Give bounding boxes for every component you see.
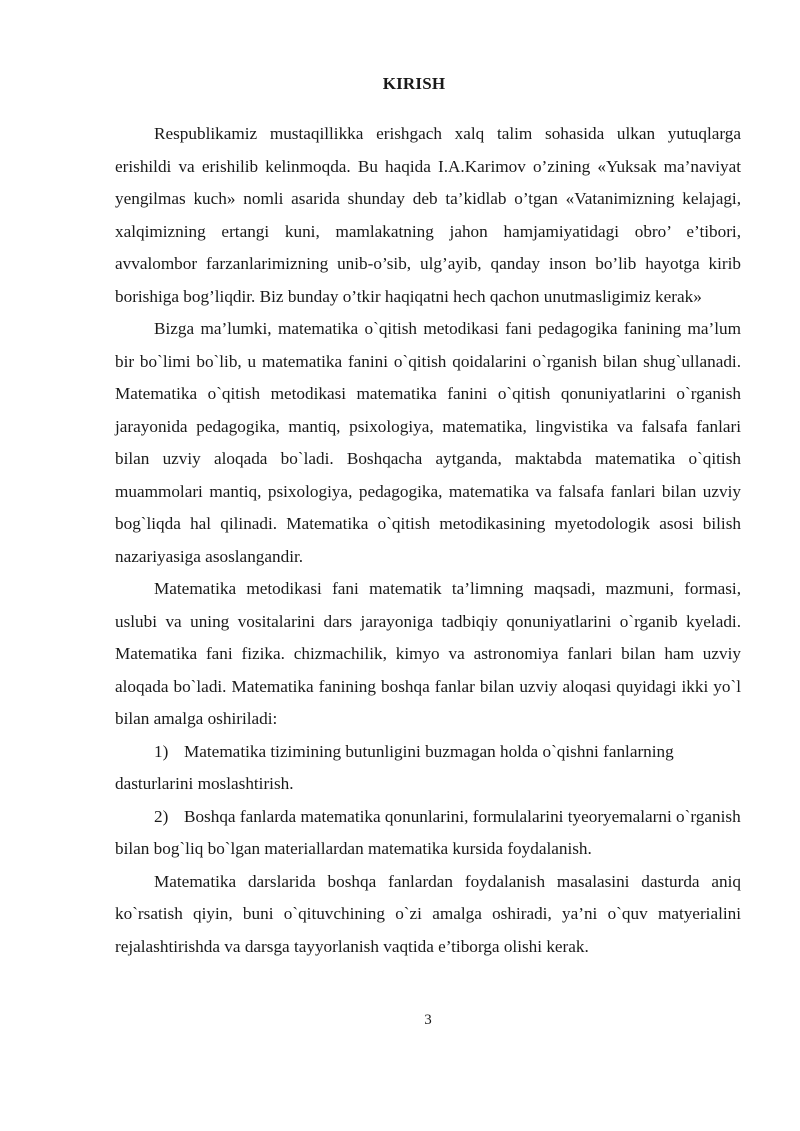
- page-number: 3: [424, 1012, 432, 1028]
- list-item-number: 1): [154, 741, 169, 761]
- list-item-text: Boshqa fanlarda matematika qonunlarini, formulalarini tyeoryemalarni o`rganish bilan bog`liq bo`lgan materiallardan matematika kursida foydalanish.: [115, 806, 741, 858]
- paragraph-intro: Respublikamiz mustaqillikka erishgach xalq talim sohasida ulkan yutuqlarga erishildi va erishilib kelinmoqda. Bu haqida I.A.Karimov o’zining «Yuksak ma’naviyat yengilmas kuch» nomli asarida shunday deb ta’kidlab o’tgan «Vatanimizning kelajagi, xalqimizning ertangi kuni, mamlakatning jahon hamjamiyatidagi obro’ e’tibori, avvalombor farzanlarimizning unib-o’sib, ulg’ayib, qanday inson bo’lib hayotga kirib borishiga bog’liqdir. Biz bunday o’tkir haqiqatni hech qachon unutmasligimiz kerak»: [115, 124, 741, 306]
- list-item: [115, 801, 741, 866]
- paragraph-methodology: Bizga ma’lumki, matematika o`qitish metodikasi fani pedagogika fanining ma’lum bir bo`limi bo`lib, u matematika fanini o`qitish qoidalarini o`rganish bilan shug`ullanadi. Matematika o`qitish metodikasi matematika fanini o`qitish qonuniyatlarini o`rganish jarayonida pedagogika, mantiq, psixologiya, matematika, lingvistika va falsafa fanlari bilan uzviy aloqada bo`ladi. Boshqacha aytganda, maktabda matematika o`qitish muammolari mantiq, psixologiya, pedagogika, matematika va falsafa fanlari bilan uzviy bog`liqda hal qilinadi. Matematika o`qitish metodikasining myetodologik asosi bilish nazariyasiga asoslangandir.: [115, 319, 741, 566]
- list-item: [115, 736, 741, 801]
- paragraph-closing: Matematika darslarida boshqa fanlardan foydalanish masalasini dasturda aniq ko`rsatish qiyin, buni o`qituvchining o`zi amalga oshiradi, ya’ni o`quv matyerialini rejalashtirishda va darsga tayyorlanish vaqtida e’tiborga olishi kerak.: [115, 871, 741, 956]
- document-body: [115, 118, 741, 963]
- paragraph-interdisciplinary: Matematika metodikasi fani matematik ta’limning maqsadi, mazmuni, formasi, uslubi va uning vositalarini dars jarayoniga tadbiqiy qonuniyatlarini o`rganib kyeladi. Matematika fani fizika. chizmachilik, kimyo va astronomiya fanlari bilan ham uzviy aloqada bo`ladi. Matematika fanining boshqa fanlar bilan uzviy aloqasi quyidagi ikki yo`l bilan amalga oshiriladi:: [115, 579, 741, 728]
- list-item-number: 2): [154, 806, 169, 826]
- page-title: KIRISH: [382, 74, 446, 93]
- list-item-text: Matematika tizimining butunligini buzmagan holda o`qishni fanlarning dasturlarini moslashtirish.: [115, 741, 674, 793]
